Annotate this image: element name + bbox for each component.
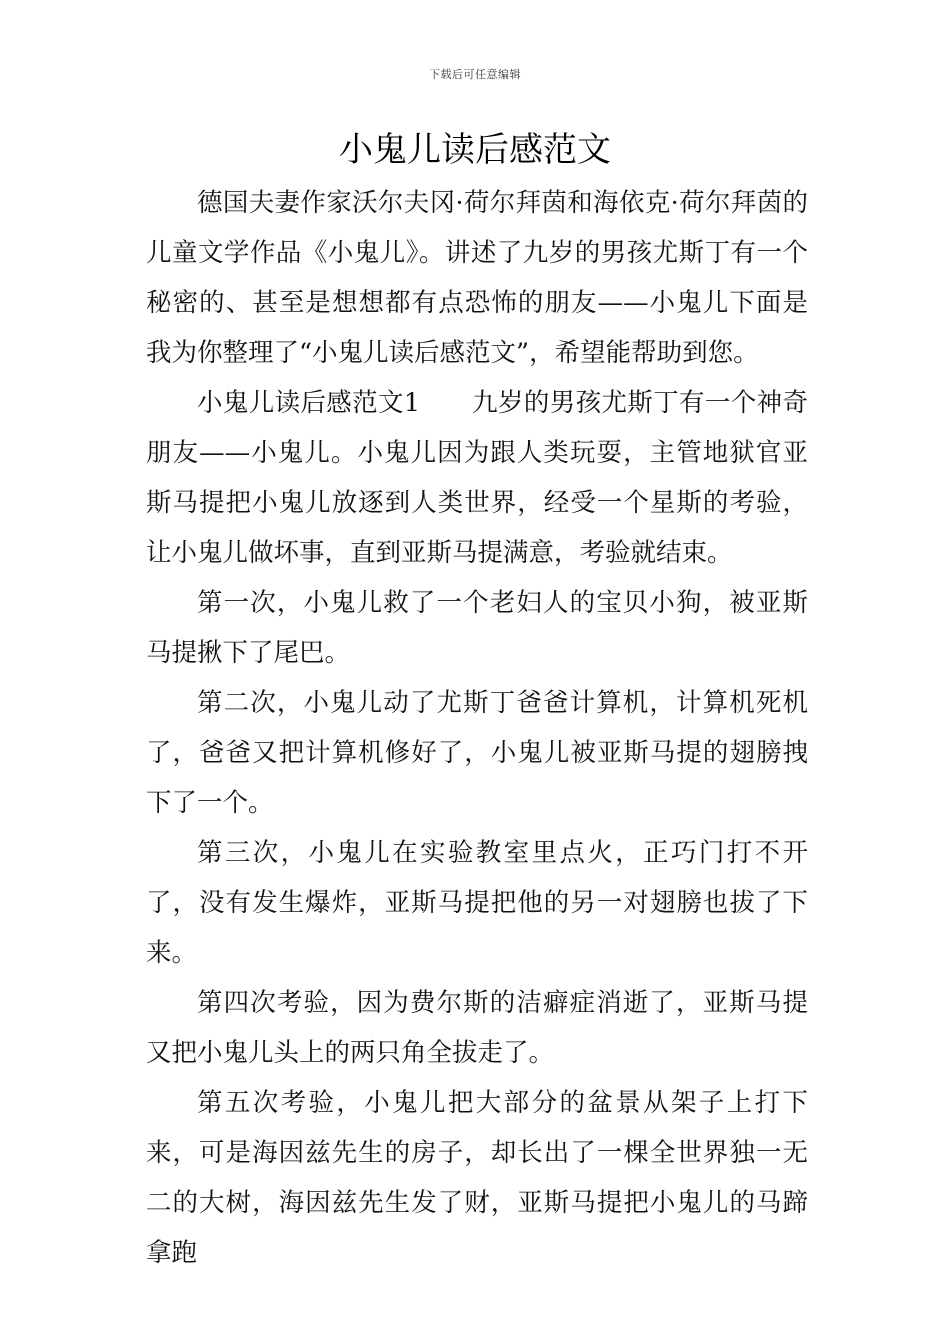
paragraph: 第四次考验，因为费尔斯的洁癖症消逝了，亚斯马提又把小鬼儿头上的两只角全拔走了。	[146, 988, 808, 1068]
paragraph: 小鬼儿读后感范文1 九岁的男孩尤斯丁有一个神奇朋友——小鬼儿。小鬼儿因为跟人类玩耍，主管地狱官亚斯马提把小鬼儿放逐到人类世界，经受一个星斯的考验，让小鬼儿做坏事，直到亚斯马提满意，考验就结束。	[146, 388, 808, 568]
paragraph: 第一次，小鬼儿救了一个老妇人的宝贝小狗，被亚斯马提揪下了尾巴。	[146, 588, 808, 668]
header-note: 下载后可任意编辑	[429, 68, 521, 81]
paragraph: 第二次，小鬼儿动了尤斯丁爸爸计算机，计算机死机了，爸爸又把计算机修好了，小鬼儿被亚斯马提的翅膀拽下了一个。	[146, 688, 808, 818]
paragraph: 第三次，小鬼儿在实验教室里点火，正巧门打不开了，没有发生爆炸，亚斯马提把他的另一对翅膀也拔了下来。	[146, 838, 808, 968]
document-body	[146, 178, 808, 1278]
paragraph: 第五次考验，小鬼儿把大部分的盆景从架子上打下来，可是海因兹先生的房子，却长出了一棵全世界独一无二的大树，海因兹先生发了财，亚斯马提把小鬼儿的马蹄拿跑	[146, 1088, 808, 1268]
document-title: 小鬼儿读后感范文	[339, 130, 611, 170]
paragraph: 德国夫妻作家沃尔夫冈·荷尔拜茵和海依克·荷尔拜茵的儿童文学作品《小鬼儿》。讲述了九岁的男孩尤斯丁有一个秘密的、甚至是想想都有点恐怖的朋友——小鬼儿下面是我为你整理了“小鬼儿读后感范文”，希望能帮助到您。	[146, 188, 808, 368]
